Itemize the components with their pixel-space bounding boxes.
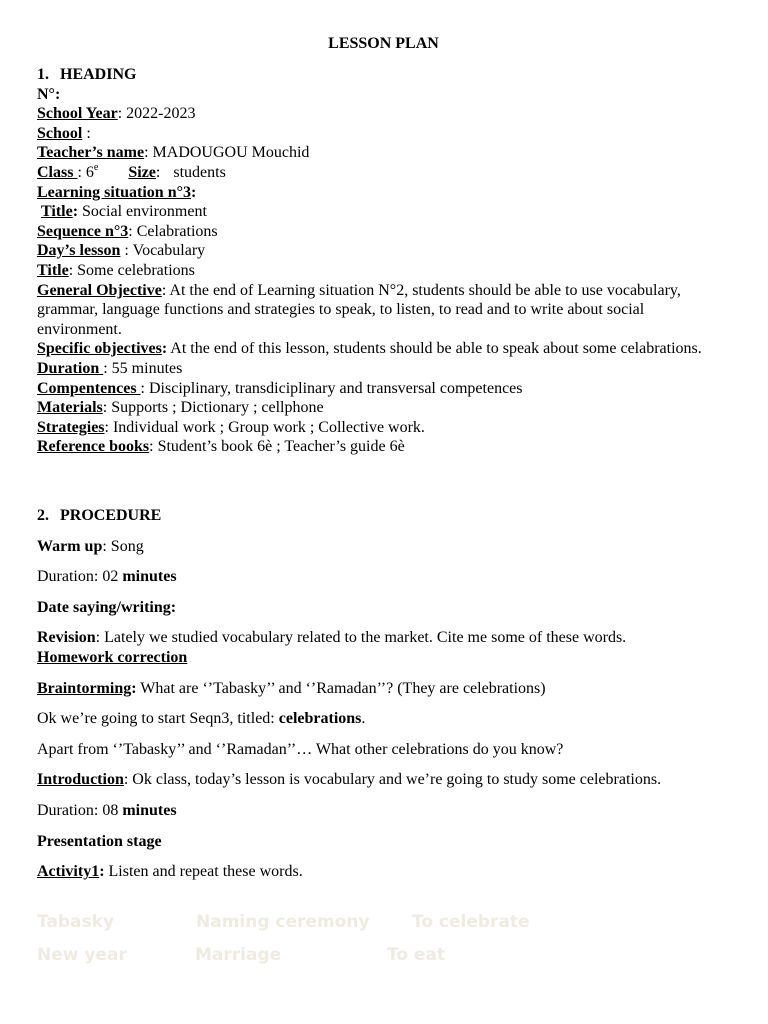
duration-text: Duration: 08 bbox=[37, 801, 123, 819]
general-objective-label: General Objective bbox=[37, 281, 162, 299]
general-objective-field bbox=[37, 281, 730, 340]
vocab-word: To celebrate bbox=[412, 912, 530, 932]
strategies-label: Strategies bbox=[37, 418, 105, 436]
apart-from-paragraph bbox=[37, 740, 730, 760]
homework-correction-paragraph bbox=[37, 648, 730, 668]
school-year-field bbox=[37, 104, 730, 124]
activity1-colon: : bbox=[99, 863, 105, 881]
specific-objectives-field bbox=[37, 339, 730, 359]
vocab-word: Tabasky bbox=[37, 912, 115, 932]
brainstorming-colon: : bbox=[131, 679, 137, 697]
class-label: Class bbox=[37, 163, 78, 181]
activity1-label: Activity1 bbox=[37, 863, 100, 881]
introduction-value: : Ok class, today’s lesson is vocabulary and we’re going to study some celebrations. bbox=[123, 771, 662, 789]
learning-situation-field bbox=[37, 183, 730, 203]
class-value: : 6 bbox=[77, 163, 94, 181]
lesson-title-label: Title bbox=[37, 261, 69, 279]
school-field bbox=[37, 124, 730, 144]
class-superscript: e bbox=[93, 161, 99, 173]
days-lesson-field bbox=[37, 241, 730, 261]
start-sequence-end: . bbox=[361, 710, 366, 728]
strategies-value: : Individual work ; Group work ; Collective work. bbox=[104, 418, 425, 436]
date-saying-label: Date saying/writing: bbox=[37, 598, 177, 616]
number-field bbox=[37, 85, 730, 105]
lesson-title-field bbox=[37, 261, 730, 281]
situation-title-label: Title bbox=[41, 203, 73, 221]
apart-from-text: Apart from ‘’Tabasky’’ and ‘’Ramadan’’… What other celebrations do you know? bbox=[37, 740, 564, 758]
learning-situation-colon: : bbox=[190, 183, 197, 201]
start-sequence-text: Ok we’re going to start Seqn3, titled: bbox=[37, 710, 279, 728]
school-label: School bbox=[37, 124, 83, 142]
materials-value: : Supports ; Dictionary ; cellphone bbox=[102, 399, 324, 417]
section-heading-1 bbox=[37, 65, 730, 85]
sequence-field bbox=[37, 222, 730, 242]
size-value: students bbox=[173, 163, 226, 181]
learning-situation-label: Learning situation n°3 bbox=[37, 183, 191, 201]
specific-objectives-label: Specific objectives bbox=[37, 340, 162, 358]
size-colon: : bbox=[155, 163, 161, 181]
brainstorming-paragraph bbox=[37, 679, 730, 699]
materials-label: Materials bbox=[37, 399, 103, 417]
introduction-label: Introduction bbox=[37, 771, 124, 789]
brainstorming-value: What are ‘’Tabasky’’ and ‘’Ramadan’’? (They are celebrations) bbox=[136, 679, 546, 697]
sequence-label: Sequence n°3 bbox=[37, 222, 129, 240]
date-saying-paragraph bbox=[37, 598, 730, 618]
school-year-value: : 2022-2023 bbox=[117, 105, 196, 123]
reference-books-label: Reference books bbox=[37, 438, 150, 456]
introduction-paragraph bbox=[37, 770, 730, 790]
sequence-value: : Celabrations bbox=[128, 222, 218, 240]
competences-field bbox=[37, 379, 730, 399]
vocab-word: New year bbox=[37, 945, 127, 965]
number-label: N°: bbox=[37, 85, 61, 103]
brainstorming-label: Braintorming bbox=[37, 679, 132, 697]
teacher-label: Teacher’s name bbox=[37, 144, 145, 162]
days-lesson-label: Day’s lesson bbox=[37, 242, 121, 260]
section-number: 2. bbox=[37, 507, 49, 524]
vocab-word: To eat bbox=[387, 945, 446, 965]
start-sequence-paragraph bbox=[37, 709, 730, 729]
school-value: : bbox=[82, 124, 91, 142]
teacher-value: : MADOUGOU Mouchid bbox=[144, 144, 310, 162]
lesson-title-value: : Some celebrations bbox=[68, 261, 195, 279]
revision-label: Revision bbox=[37, 629, 96, 647]
revision-value: : Lately we studied vocabulary related to the market. Cite me some of these words. bbox=[95, 629, 627, 647]
materials-field bbox=[37, 398, 730, 418]
activity1-paragraph bbox=[37, 862, 730, 882]
general-objective-value: : At the end of Learning situation N°2, students should be able to use vocabulary, grammar, language functions and strategies to speak, to listen, to read and to write about social environment. bbox=[37, 281, 681, 338]
situation-title-field bbox=[37, 202, 730, 222]
duration-unit: minutes bbox=[122, 801, 177, 819]
warm-up-paragraph bbox=[37, 537, 730, 557]
size-label: Size bbox=[128, 163, 156, 181]
specific-objectives-colon: : bbox=[161, 340, 168, 358]
specific-objectives-value: At the end of this lesson, students should be able to speak about some celabrations. bbox=[167, 340, 702, 358]
reference-books-field bbox=[37, 437, 730, 457]
school-year-label: School Year bbox=[37, 105, 118, 123]
duration-value: : 55 minutes bbox=[103, 359, 183, 377]
vocab-word: Naming ceremony bbox=[196, 912, 370, 932]
presentation-stage-label: Presentation stage bbox=[37, 832, 162, 850]
duration-unit: minutes bbox=[122, 568, 177, 586]
competences-value: : Disciplinary, transdiciplinary and transversal competences bbox=[140, 379, 523, 397]
homework-correction-label: Homework correction bbox=[37, 648, 188, 666]
lesson-plan-page bbox=[37, 34, 730, 457]
duration-label: Duration bbox=[37, 359, 104, 377]
revision-paragraph bbox=[37, 628, 730, 648]
situation-title-colon: : bbox=[72, 203, 79, 221]
section-label: HEADING bbox=[60, 66, 137, 83]
strategies-field bbox=[37, 418, 730, 438]
warm-up-value: : Song bbox=[102, 537, 144, 555]
vocab-word: Marriage bbox=[195, 945, 282, 965]
presentation-stage-paragraph bbox=[37, 832, 730, 852]
competences-label: Compentences bbox=[37, 379, 141, 397]
section-heading-2 bbox=[37, 506, 730, 526]
duration-text: Duration: 02 bbox=[37, 568, 123, 586]
procedure-section bbox=[37, 506, 730, 893]
warm-up-label: Warm up bbox=[37, 537, 103, 555]
days-lesson-value: : Vocabulary bbox=[120, 242, 206, 260]
class-size-field bbox=[37, 163, 730, 183]
section-number: 1. bbox=[37, 66, 49, 83]
situation-title-value: Social environment bbox=[78, 203, 207, 221]
activity1-value: Listen and repeat these words. bbox=[104, 863, 303, 881]
duration-intro-paragraph bbox=[37, 801, 730, 821]
teacher-field bbox=[37, 143, 730, 163]
duration-field bbox=[37, 359, 730, 379]
duration-warmup-paragraph bbox=[37, 567, 730, 587]
reference-books-value: : Student’s book 6è ; Teacher’s guide 6è bbox=[149, 438, 405, 456]
page-title: LESSON PLAN bbox=[328, 35, 439, 52]
section-label: PROCEDURE bbox=[60, 507, 162, 524]
start-sequence-topic: celebrations bbox=[278, 710, 362, 728]
